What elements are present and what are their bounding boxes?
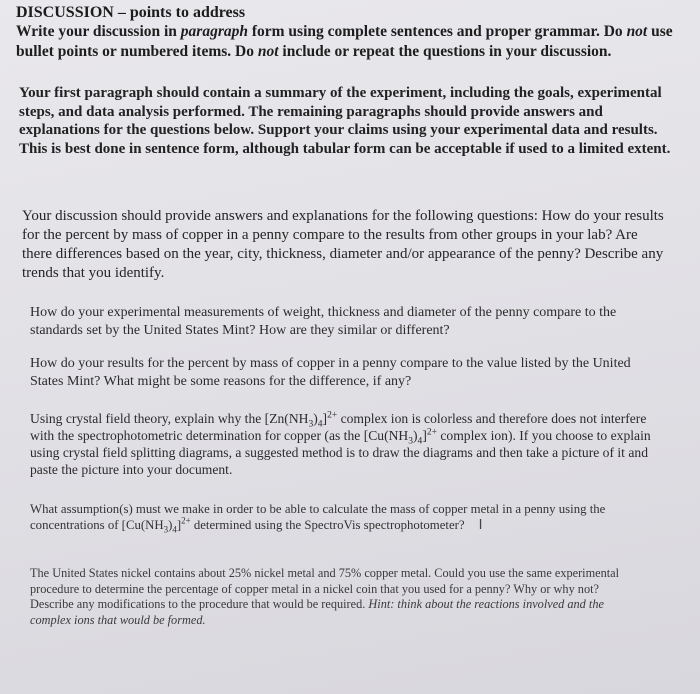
discussion-heading: DISCUSSION – points to address xyxy=(16,4,246,21)
intro-text: Write your discussion in xyxy=(16,23,181,40)
first-paragraph-instructions: Your first paragraph should contain a summary of the experiment, including the goals, experimental steps, and data analysis performed. The remaining paragraphs should provide answers and explanations for the questions below. Support your claims using your experimental data and results. This is best done in sentence form, although tabular form can be acceptable if used to a limited extent. xyxy=(19,85,671,157)
intro-emphasis-not: not xyxy=(626,23,648,40)
intro-emphasis-not: not xyxy=(257,43,279,60)
intro-text: include or repeat the questions in your discussion. xyxy=(278,43,612,60)
text-cursor-icon: I xyxy=(478,518,483,533)
instructions-intro xyxy=(16,22,696,62)
hint-text: Hint: think about the reactions involved and the complex ions that would be formed. xyxy=(30,597,604,627)
discussion-questions-intro: Your discussion should provide answers and explanations for the following questions: How do your results for the percent by mass of copper in a penny compare to the results from other groups in your lab? Are there differences based on the year, city, thickness, diameter and/or appearance of the penny? Describe any trends that you identify. xyxy=(22,208,664,281)
question-measurements: How do your experimental measurements of weight, thickness and diameter of the penny compare to the standards set by the United States Mint? How are they similar or different? xyxy=(30,305,617,338)
intro-text: form using complete sentences and proper grammar. Do xyxy=(247,23,627,40)
question-nickel: The United States nickel contains about 25% nickel metal and 75% copper metal. Could you use the same experimental procedure to determine the percentage of copper metal in a nickel coin that you used for a penny? Why or why not? Describe any modifications to the procedure that would be required. Hint: think about the reactions involved and the complex ions that would be formed. xyxy=(30,566,620,627)
question-crystal-field: Using crystal field theory, explain why the $[Zn(NH_3)_4]^{2+}$ complex ion is colorless and therefore does not interfere with the spectrophotometric determination for copper (as the $[Cu(NH_3)_4]^{2+}$ complex ion). If you choose to explain using crystal field splitting diagrams, a suggested method is to draw the diagrams and then take a picture of it and paste the picture into your document. xyxy=(30,410,651,477)
question-percent-copper: How do your results for the percent by mass of copper in a penny compare to the value listed by the United States Mint? What might be some reasons for the difference, if any? xyxy=(30,356,631,389)
question-assumptions: What assumption(s) must we make in order to be able to calculate the mass of copper metal in a penny using the concentrations of $[Cu(NH_3)_4]^{2+}$ determined using the SpectroVis spectrophotometer? I xyxy=(30,502,606,535)
intro-emphasis-paragraph: paragraph xyxy=(180,23,248,40)
intro-text: use bullet points or numbered items. Do xyxy=(16,23,673,60)
